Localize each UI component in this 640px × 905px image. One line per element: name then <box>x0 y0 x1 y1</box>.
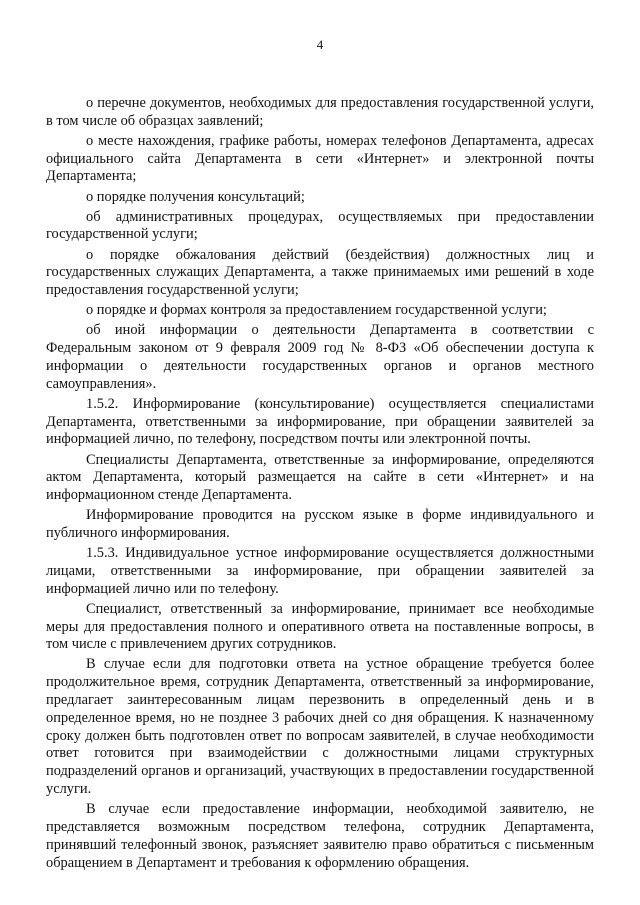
page-number: 4 <box>316 37 324 52</box>
paragraph-language: Информирование проводится на русском языке в форме индивидуального и публичного информирования. <box>46 507 594 541</box>
paragraph-specialists: Специалисты Департамента, ответственные за информирование, определяются актом Департамента, который размещается на сайте в сети «Интернет» и на информационном стенде Департамента. <box>46 451 594 504</box>
paragraph-list-item-appeals: о порядке обжалования действий (бездействия) должностных лиц и государственных служащих Департамента, а также принимаемых ими решений в ходе предоставления государственной услуги; <box>46 246 594 299</box>
paragraph-1-5-3: 1.5.3. Индивидуальное устное информирование осуществляется должностными лицами, ответственными за информирование, при обращении заявителей за информацией лично или по телефону. <box>46 545 594 597</box>
paragraph-longer-time: В случае если для подготовки ответа на устное обращение требуется более продолжительное время, сотрудник Департамента, ответственный за информирование, предлагает заинтересованным лицам перезвонить в определенный день и в определенное время, но не позднее 3 рабочих дней со дня обращения. К назначенному сроку должен быть подготовлен ответ по вопросам заявителей, в случае необходимости ответ готовится при взаимодействии с должностными лицами структурных подразделений органов и организаций, участвующих в предоставлении государственной услуги. <box>46 656 594 798</box>
paragraph-list-item-other-info: об иной информации о деятельности Департамента в соответствии с Федеральным законом от 9 февраля 2009 год № 8-ФЗ «Об обеспечении доступа к информации о деятельности государственных органов и органов местного самоуправления». <box>46 322 594 392</box>
paragraph-written-appeal: В случае если предоставление информации, необходимой заявителю, не представляется возможным посредством телефона, сотрудник Департамента, принявший телефонный звонок, разъясняет заявителю право обратиться с письменным обращением в Департамент и требования к оформлению обращения. <box>46 801 594 871</box>
paragraph-list-item-documents: о перечне документов, необходимых для предоставления государственной услуги, в том числе об образцах заявлений; <box>46 95 594 129</box>
document-body <box>46 95 594 872</box>
paragraph-specialist-measures: Специалист, ответственный за информирование, принимает все необходимые меры для предоставления полного и оперативного ответа на поставленные вопросы, в том числе с привлечением других сотрудников. <box>46 600 594 653</box>
paragraph-list-item-procedures: об административных процедурах, осуществляемых при предоставлении государственной услуги; <box>46 208 594 243</box>
paragraph-list-item-control: о порядке и формах контроля за предоставлением государственной услуги; <box>86 302 547 319</box>
paragraph-list-item-consultations: о порядке получения консультаций; <box>86 188 305 205</box>
paragraph-list-item-location: о месте нахождения, графике работы, номерах телефонов Департамента, адресах официального сайта Департамента в сети «Интернет» и электронной почты Департамента; <box>46 132 594 185</box>
paragraph-1-5-2: 1.5.2. Информирование (консультирование) осуществляется специалистами Департамента, ответственными за информирование, при обращении заявителей за информацией лично, по телефону, посредством почты или электронной почты. <box>46 395 594 448</box>
